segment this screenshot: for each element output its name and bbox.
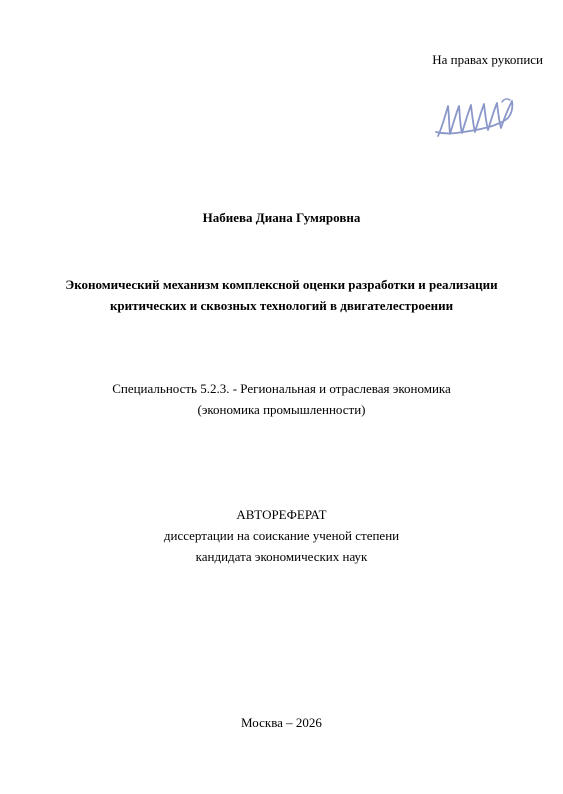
title-line-2: критических и сквозных технологий в двигателестроении xyxy=(109,298,454,313)
signature-image xyxy=(432,92,524,142)
abstract-heading: АВТОРЕФЕРАТ xyxy=(236,507,327,522)
author-name: Набиева Диана Гумяровна xyxy=(202,210,361,225)
abstract-line-2: кандидата экономических наук xyxy=(195,549,368,564)
abstract-line-1: диссертации на соискание ученой степени xyxy=(163,528,400,543)
rights-notice: На правах рукописи xyxy=(432,52,543,67)
city-year: Москва – 2026 xyxy=(241,715,322,730)
title-line-1: Экономический механизм комплексной оценки разработки и реализации xyxy=(65,277,498,292)
specialty-line-2: (экономика промышленности) xyxy=(197,402,366,417)
specialty-block xyxy=(20,378,543,420)
dissertation-title xyxy=(20,274,543,316)
specialty-line-1: Специальность 5.2.3. - Региональная и отраслевая экономика xyxy=(112,381,451,396)
abstract-block xyxy=(20,504,543,567)
